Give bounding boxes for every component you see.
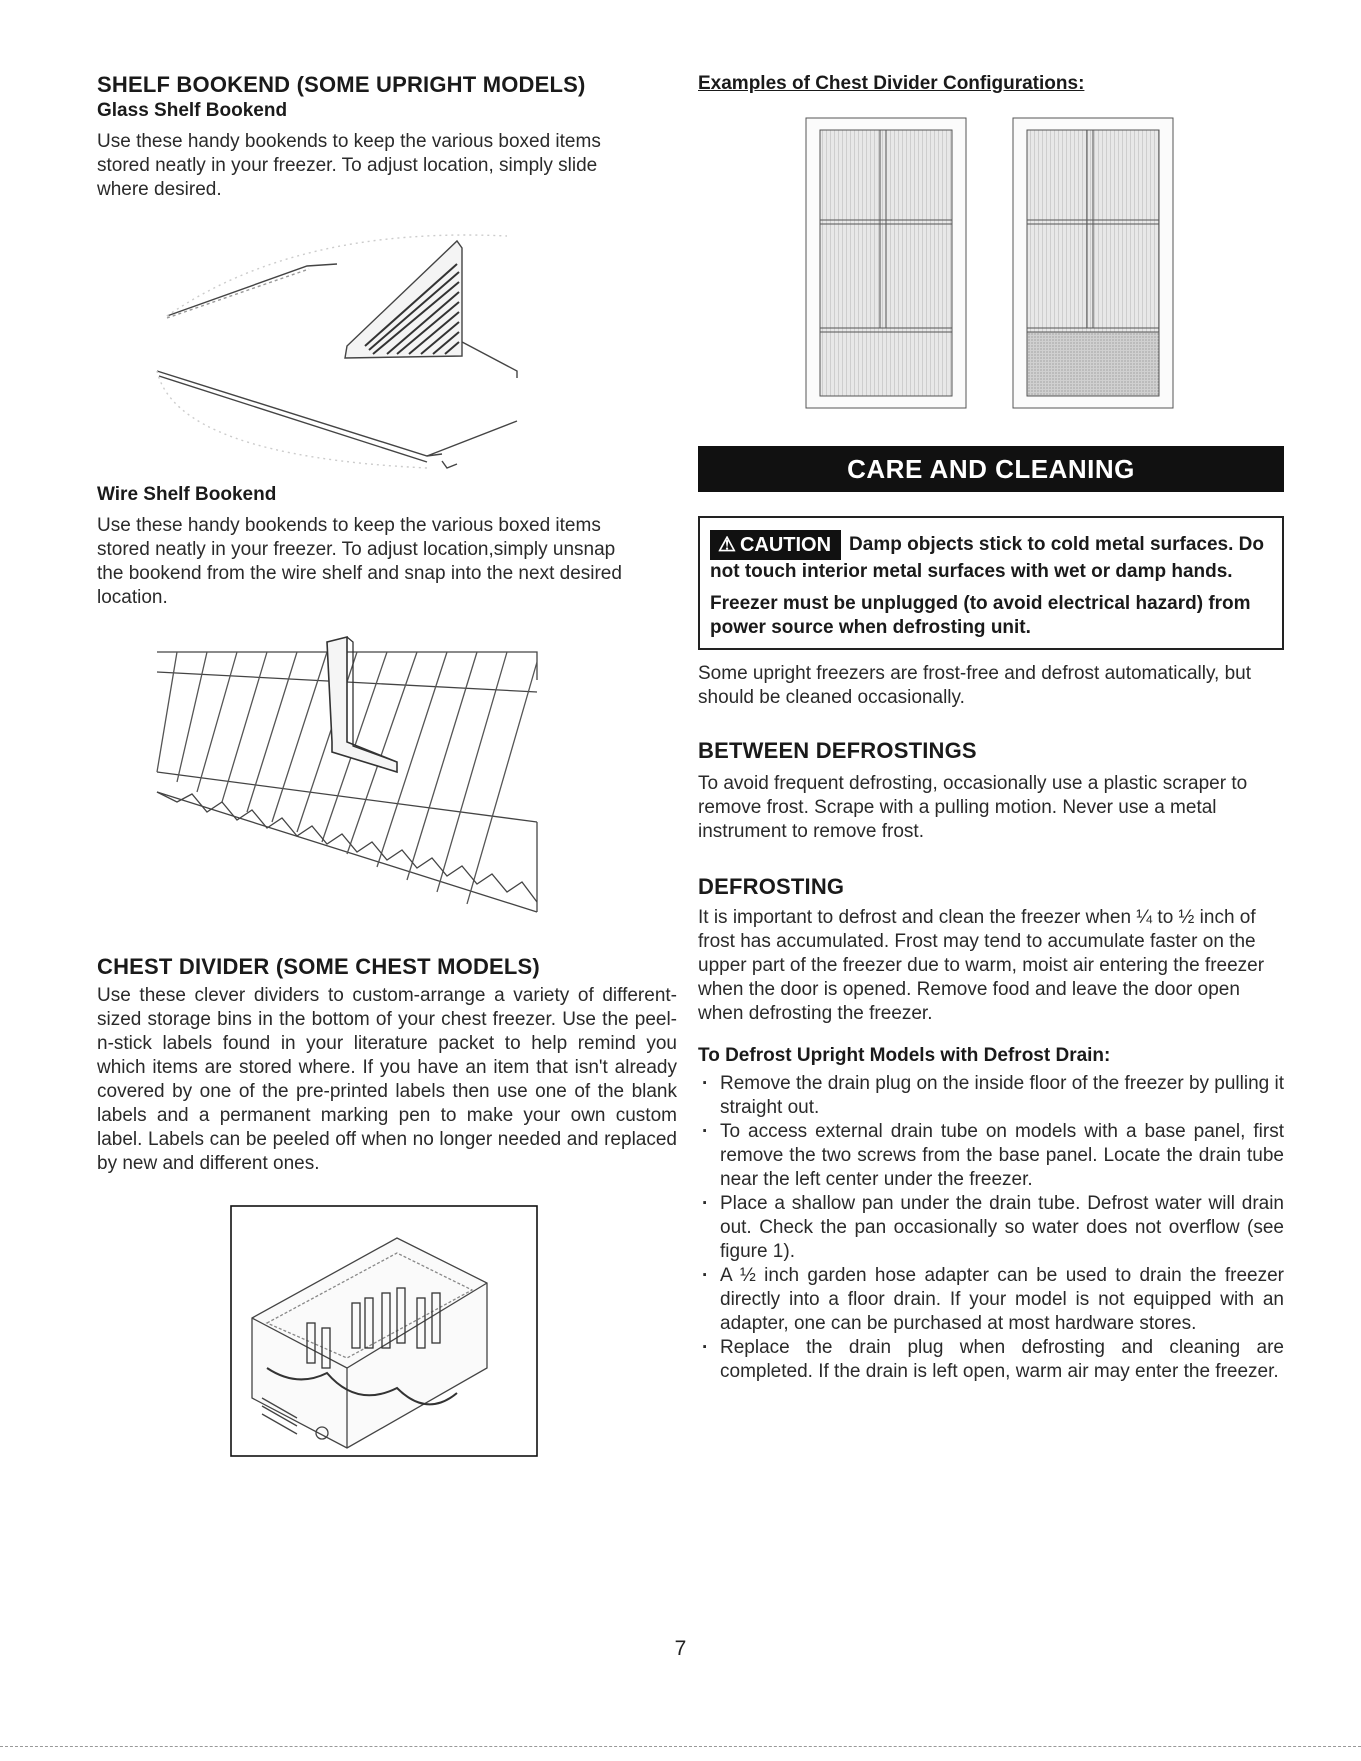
chest-freezer-illustration bbox=[97, 1198, 677, 1458]
between-defrostings-heading: BETWEEN DEFROSTINGS bbox=[698, 738, 977, 763]
shelf-bookend-heading: SHELF BOOKEND (SOME UPRIGHT MODELS) bbox=[97, 72, 586, 97]
glass-shelf-bookend-subheading: Glass Shelf Bookend bbox=[97, 100, 288, 121]
intro-text: Some upright freezers are frost-free and defrost automatically, but should be cleaned occasionally. bbox=[698, 663, 1252, 708]
caution-text-1: Damp objects stick to cold metal surfaces. Do not touch interior metal surfaces with wet or damp hands. bbox=[710, 534, 1265, 582]
chest-divider-heading: CHEST DIVIDER (SOME CHEST MODELS) bbox=[97, 954, 540, 979]
page-number: 7 bbox=[674, 1637, 687, 1660]
care-and-cleaning-banner: CARE AND CLEANING bbox=[698, 446, 1284, 492]
footer-rule bbox=[0, 1746, 1361, 1747]
divider-configurations-illustration bbox=[698, 108, 1284, 438]
glass-bookend-illustration bbox=[97, 206, 677, 476]
wire-bookend-illustration bbox=[97, 622, 677, 922]
caution-badge-label: CAUTION bbox=[739, 534, 832, 556]
defrosting-heading: DEFROSTING bbox=[698, 874, 845, 899]
defrosting-text: It is important to defrost and clean the freezer when ¼ to ½ inch of frost has accumulated. Frost may tend to accumulate faster on the upper part of the freezer due to warm, moist air entering the freezer when the door is opened. Remove food and leave the door open when defrosting the freezer. bbox=[698, 907, 1265, 1024]
caution-badge bbox=[710, 530, 841, 560]
list-item: · Remove the drain plug on the inside floor of the freezer by pulling it straight out. bbox=[698, 1072, 1284, 1120]
warning-triangle-icon: ⚠ bbox=[718, 534, 736, 556]
caution-text-2: Freezer must be unplugged (to avoid electrical hazard) from power source when defrosting unit. bbox=[710, 593, 1251, 638]
between-defrostings-text: To avoid frequent defrosting, occasionally use a plastic scraper to remove frost. Scrape with a pulling motion. Never use a metal instrument to remove frost. bbox=[698, 773, 1248, 842]
wire-shelf-bookend-text: Use these handy bookends to keep the various boxed items stored neatly in your freezer. To adjust location,simply unsnap the bookend from the wire shelf and snap into the next desired location. bbox=[97, 515, 622, 608]
left-column bbox=[97, 72, 677, 1458]
right-column bbox=[698, 72, 1284, 1384]
list-item: · A ½ inch garden hose adapter can be used to drain the freezer directly into a floor drain. If your model is not equipped with an adapter, one can be purchased at most hardware stores. bbox=[698, 1264, 1284, 1336]
caution-line-1 bbox=[710, 530, 1272, 584]
list-item: · Replace the drain plug when defrosting and cleaning are completed. If the drain is left open, warm air may enter the freezer. bbox=[698, 1336, 1284, 1384]
defrost-steps-list bbox=[698, 1072, 1284, 1384]
defrost-upright-subheading: To Defrost Upright Models with Defrost Drain: bbox=[698, 1045, 1111, 1066]
caution-box bbox=[698, 516, 1284, 650]
glass-shelf-bookend-text: Use these handy bookends to keep the various boxed items stored neatly in your freezer. To adjust location, simply slide where desired. bbox=[97, 131, 601, 200]
wire-shelf-bookend-subheading: Wire Shelf Bookend bbox=[97, 484, 277, 505]
list-item: · Place a shallow pan under the drain tube. Defrost water will drain out. Check the pan occasionally so water does not overflow (see figure 1). bbox=[698, 1192, 1284, 1264]
list-item: · To access external drain tube on models with a base panel, first remove the two screws from the base panel. Locate the drain tube near the left center under the freezer. bbox=[698, 1120, 1284, 1192]
chest-divider-text: Use these clever dividers to custom-arrange a variety of different-sized storage bins in the bottom of your chest freezer. Use the peel-n-stick labels found in your literature packet to help remind you which items are stored where. If you have an item that isn't already covered by one of the pre-printed labels then use one of the blank labels and a permanent marking pen to make your own custom label. Labels can be peeled off when no longer needed and replaced by new and different ones. bbox=[97, 985, 677, 1174]
examples-heading: Examples of Chest Divider Configurations: bbox=[698, 73, 1085, 94]
